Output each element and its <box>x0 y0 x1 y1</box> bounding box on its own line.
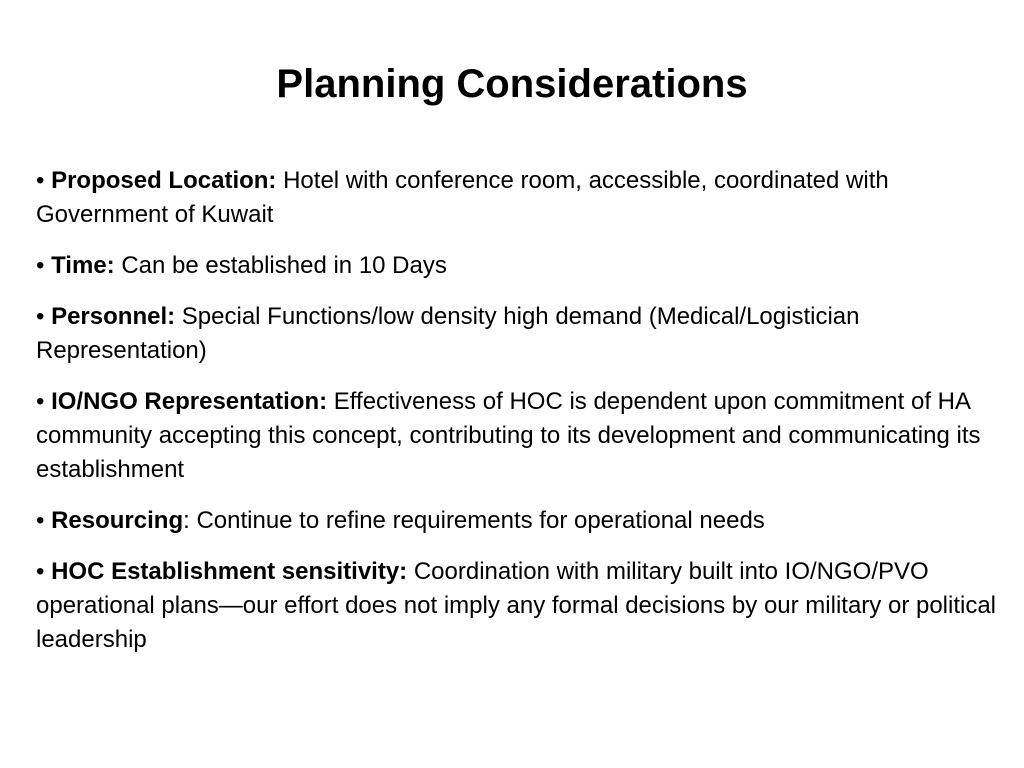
bullet-marker: • <box>36 167 45 194</box>
bullet-label: IO/NGO Representation: <box>51 388 328 415</box>
bullet-time <box>36 249 996 283</box>
bullet-text: Hotel with conference room, accessible, coordinated with Government of Kuwait <box>36 167 889 228</box>
bullet-label: Time: <box>51 252 115 279</box>
bullet-personnel <box>36 300 996 368</box>
bullet-marker: • <box>36 558 45 585</box>
bullet-label: Personnel: <box>51 303 176 330</box>
slide-title: Planning Considerations <box>276 62 748 106</box>
bullet-list <box>36 164 996 674</box>
bullet-text: Special Functions/low density high demand (Medical/Logistician Representation) <box>36 303 860 364</box>
bullet-marker: • <box>36 507 45 534</box>
bullet-label: Resourcing <box>51 507 184 534</box>
bullet-text: Coordination with military built into IO/NGO/PVO operational plans—our effort does not imply any formal decisions by our military or political leadership <box>36 558 997 653</box>
bullet-label: HOC Establishment sensitivity: <box>51 558 408 585</box>
bullet-proposed-location <box>36 164 996 232</box>
bullet-resourcing <box>36 504 996 538</box>
bullet-text: : Continue to refine requirements for operational needs <box>183 507 765 534</box>
bullet-text: Can be established in 10 Days <box>114 252 447 279</box>
bullet-hoc-establishment-sensitivity <box>36 555 996 657</box>
bullet-marker: • <box>36 252 45 279</box>
bullet-label: Proposed Location: <box>51 167 277 194</box>
bullet-marker: • <box>36 388 45 415</box>
bullet-marker: • <box>36 303 45 330</box>
bullet-text: Effectiveness of HOC is dependent upon commitment of HA community accepting this concept, contributing to its development and communicating its establishment <box>36 388 981 483</box>
bullet-io-ngo-representation <box>36 385 996 487</box>
